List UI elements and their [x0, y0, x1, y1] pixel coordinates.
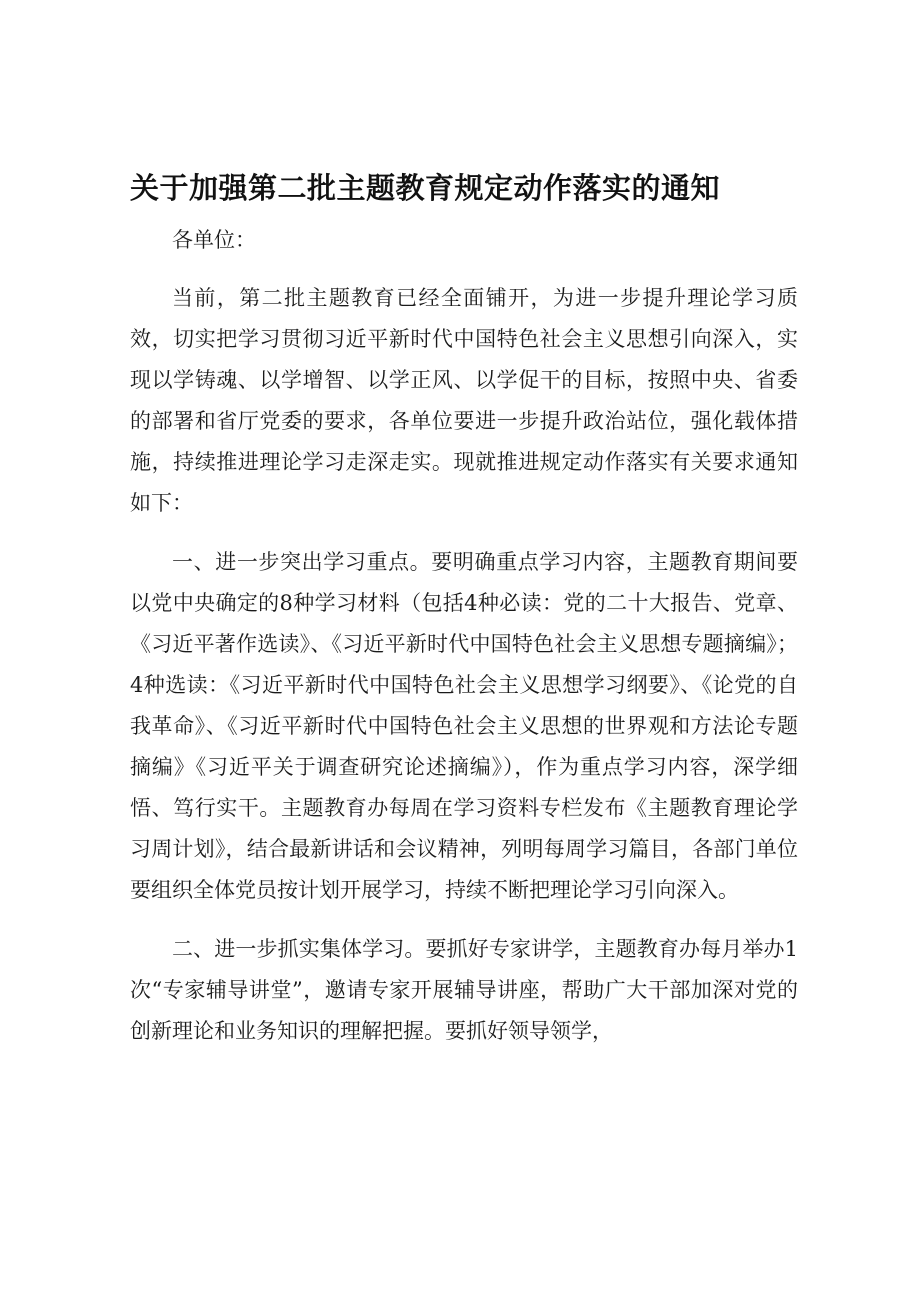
paragraph-intro: 当前，第二批主题教育已经全面铺开，为进一步提升理论学习质效，切实把学习贯彻习近平新时代中国特色社会主义思想引向深入，实现以学铸魂、以学增智、以学正风、以学促干的目标，按照中央、省委的部署和省厅党委的要求，各单位要进一步提升政治站位，强化载体措施，持续推进理论学习走深走实。现就推进规定动作落实有关要求通知如下： — [130, 286, 798, 515]
document-title: 关于加强第二批主题教育规定动作落实的通知 — [130, 171, 721, 205]
paragraph-section-2: 二、进一步抓实集体学习。要抓好专家讲学，主题教育办每月举办1次“专家辅导讲堂”，邀请专家开展辅导讲座，帮助广大干部加深对党的创新理论和业务知识的理解把握。要抓好领导领学， — [130, 937, 798, 1043]
document-page — [130, 168, 798, 1070]
salutation: 各单位： — [172, 228, 256, 252]
paragraph-section-1: 一、进一步突出学习重点。要明确重点学习内容，主题教育期间要以党中央确定的8种学习材料（包括4种必读：党的二十大报告、党章、《习近平著作选读》、《习近平新时代中国特色社会主义思想专题摘编》；4种选读：《习近平新时代中国特色社会主义思想学习纲要》、《论党的自我革命》、《习近平新时代中国特色社会主义思想的世界观和方法论专题摘编》《习近平关于调查研究论述摘编》），作为重点学习内容，深学细悟、笃行实干。主题教育办每周在学习资料专栏发布《主题教育理论学习周计划》，结合最新讲话和会议精神，列明每周学习篇目，各部门单位要组织全体党员按计划开展学习，持续不断把理论学习引向深入。 — [130, 550, 798, 902]
